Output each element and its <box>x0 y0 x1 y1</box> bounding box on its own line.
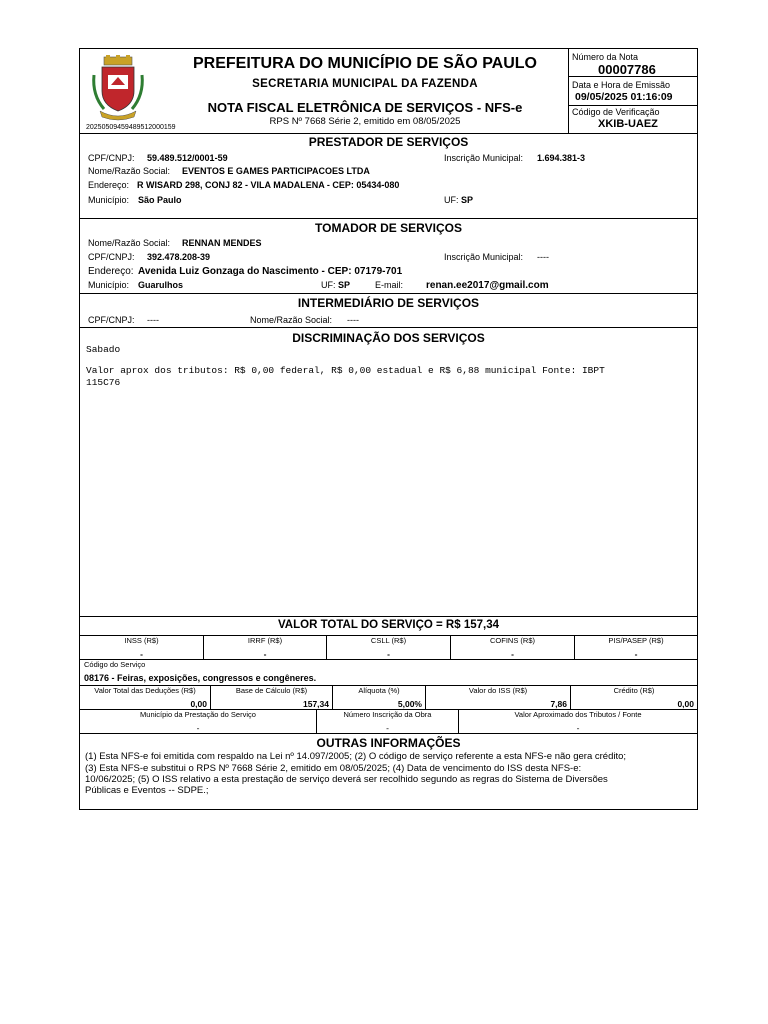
valor-deducoes <box>80 685 210 709</box>
prestador-nome-label: Nome/Razão Social: <box>88 166 171 176</box>
valor-value: 0,00 <box>677 698 694 709</box>
tributo-irrf <box>203 635 326 659</box>
local-value: - <box>576 722 580 733</box>
numero-value: 00007786 <box>598 62 656 77</box>
codigo-servico-label: Código do Serviço <box>84 660 146 669</box>
valor-value: 0,00 <box>190 698 207 709</box>
tributo-value: - <box>263 648 267 659</box>
discriminacao-line-2: Valor aprox dos tributos: R$ 0,00 federal, R$ 0,00 estadual e R$ 6,88 municipal Fonte: IBPT <box>86 365 605 376</box>
tributo-value: - <box>140 648 143 659</box>
valor-value: 157,34 <box>303 698 329 709</box>
valor-label: Alíquota (%) <box>358 686 400 695</box>
inscricao-obra <box>316 709 458 733</box>
tomador-cpf-label: CPF/CNPJ: <box>88 252 135 262</box>
prestador-im-label: Inscrição Municipal: <box>444 153 524 163</box>
data-emissao-value: 09/05/2025 01:16:09 <box>575 91 673 103</box>
local-label: Número Inscrição da Obra <box>343 710 432 719</box>
intermediario-nome-label: Nome/Razão Social: <box>250 315 333 325</box>
page-title: PREFEITURA DO MUNICÍPIO DE SÃO PAULO <box>192 55 537 72</box>
prestador-endereco-value: R WISARD 298, CONJ 82 - VILA MADALENA - CEP: 05434-080 <box>137 180 400 190</box>
codigo-verificacao-value: XKIB-UAEZ <box>598 118 658 130</box>
local-label: Valor Aproximado dos Tributos / Fonte <box>514 710 642 719</box>
tributo-label: COFINS (R$) <box>490 636 535 645</box>
tributo-value: - <box>511 648 514 659</box>
tomador-cpf-value: 392.478.208-39 <box>147 252 211 262</box>
tomador-uf-label: UF: <box>321 280 336 290</box>
outras-informacoes-line-4: Públicas e Eventos -- SDPE.; <box>85 785 209 796</box>
credito <box>570 685 697 709</box>
prestador-im-value: 1.694.381-3 <box>537 153 586 163</box>
discriminacao-line-3: 115C76 <box>86 377 121 388</box>
tomador-endereco-label: Endereço: <box>88 266 134 277</box>
prestador-uf-value: SP <box>461 195 474 205</box>
valor-value: 5,00% <box>397 698 422 709</box>
codigo-servico-value: 08176 - Feiras, exposições, congressos e congêneres. <box>84 673 317 683</box>
aliquota <box>332 685 425 709</box>
tributo-pis <box>574 635 697 659</box>
valor-label: Base de Cálculo (R$) <box>235 686 308 695</box>
prestador-title: PRESTADOR DE SERVIÇOS <box>308 135 469 149</box>
codigo-verificacao-label: Código de Verificação <box>572 107 660 117</box>
rps-line: RPS Nº 7668 Série 2, emitido em 08/05/2025 <box>269 116 461 127</box>
tomador-nome-value: RENNAN MENDES <box>182 238 262 248</box>
valor-label: Crédito (R$) <box>613 686 655 695</box>
local-label: Município da Prestação do Serviço <box>140 710 256 719</box>
discriminacao-title: DISCRIMINAÇÃO DOS SERVIÇOS <box>292 331 485 345</box>
tributo-label: PIS/PASEP (R$) <box>608 636 664 645</box>
tomador-im-value: ---- <box>537 252 549 262</box>
data-emissao-label: Data e Hora de Emissão <box>572 80 671 90</box>
intermediario-cpf-label: CPF/CNPJ: <box>88 315 135 325</box>
prestador-nome-value: EVENTOS E GAMES PARTICIPACOES LTDA <box>182 166 370 176</box>
intermediario-title: INTERMEDIÁRIO DE SERVIÇOS <box>297 296 480 310</box>
document-title: NOTA FISCAL ELETRÔNICA DE SERVIÇOS - NFS-e <box>207 100 523 115</box>
local-value: - <box>196 722 200 733</box>
tomador-email-label: E-mail: <box>375 280 404 290</box>
crest-icon <box>90 55 146 121</box>
discriminacao-line-1: Sabado <box>86 344 121 355</box>
valor-iss <box>425 685 570 709</box>
barcode-number: 20250509459489512000159 <box>86 124 176 131</box>
tomador-nome-label: Nome/Razão Social: <box>88 238 171 248</box>
base-calculo <box>210 685 332 709</box>
prestador-cpf-value: 59.489.512/0001-59 <box>147 153 228 163</box>
outras-informacoes-line-1: (1) Esta NFS-e foi emitida com respaldo na Lei nº 14.097/2005; (2) O código de serviço referente a esta NFS-e não gera crédito; <box>85 751 627 762</box>
secretaria-title: SECRETARIA MUNICIPAL DA FAZENDA <box>252 78 478 90</box>
local-value: - <box>386 722 389 733</box>
prestador-uf-label: UF: <box>444 195 459 205</box>
outras-informacoes-title: OUTRAS INFORMAÇÕES <box>316 736 461 750</box>
nfse-document <box>79 48 698 810</box>
tributo-csll <box>326 635 450 659</box>
intermediario-nome-value: ---- <box>347 315 359 325</box>
tomador-uf-value: SP <box>338 280 351 290</box>
tributo-label: INSS (R$) <box>124 636 159 645</box>
tributo-label: CSLL (R$) <box>370 636 407 645</box>
tomador-municipio-label: Município: <box>88 280 130 290</box>
tributo-value: - <box>387 648 390 659</box>
valor-label: Valor Total das Deduções (R$) <box>94 686 196 695</box>
tomador-municipio-value: Guarulhos <box>138 280 184 290</box>
municipio-prestacao <box>80 709 316 733</box>
valor-label: Valor do ISS (R$) <box>468 686 528 695</box>
tributo-inss <box>80 635 203 659</box>
tomador-im-label: Inscrição Municipal: <box>444 252 524 262</box>
outras-informacoes-line-2: (3) Esta NFS-e substitui o RPS Nº 7668 Série 2, emitido em 08/05/2025; (4) Data de vencimento do ISS desta NFS-e: <box>85 763 582 774</box>
intermediario-cpf-value: ---- <box>147 315 159 325</box>
valor-total: VALOR TOTAL DO SERVIÇO = R$ 157,34 <box>277 619 499 631</box>
tomador-email-value: renan.ee2017@gmail.com <box>426 280 549 291</box>
numero-label: Número da Nota <box>572 52 639 62</box>
prestador-municipio-value: São Paulo <box>138 195 182 205</box>
tributo-value: - <box>634 648 638 659</box>
valor-value: 7,86 <box>550 698 567 709</box>
outras-informacoes-line-3: 10/06/2025; (5) O ISS relativo a esta prestação de serviço deverá ser recolhido segundo as regras do Sistema de Diversões <box>85 774 608 785</box>
prestador-municipio-label: Município: <box>88 195 130 205</box>
tributo-label: IRRF (R$) <box>247 636 283 645</box>
tributo-cofins <box>450 635 574 659</box>
tomador-title: TOMADOR DE SERVIÇOS <box>315 221 462 235</box>
prestador-cpf-label: CPF/CNPJ: <box>88 153 135 163</box>
prestador-endereco-label: Endereço: <box>88 180 130 190</box>
tomador-endereco-value: Avenida Luiz Gonzaga do Nascimento - CEP: 07179-701 <box>138 266 403 277</box>
valor-aproximado-tributos <box>458 709 697 733</box>
